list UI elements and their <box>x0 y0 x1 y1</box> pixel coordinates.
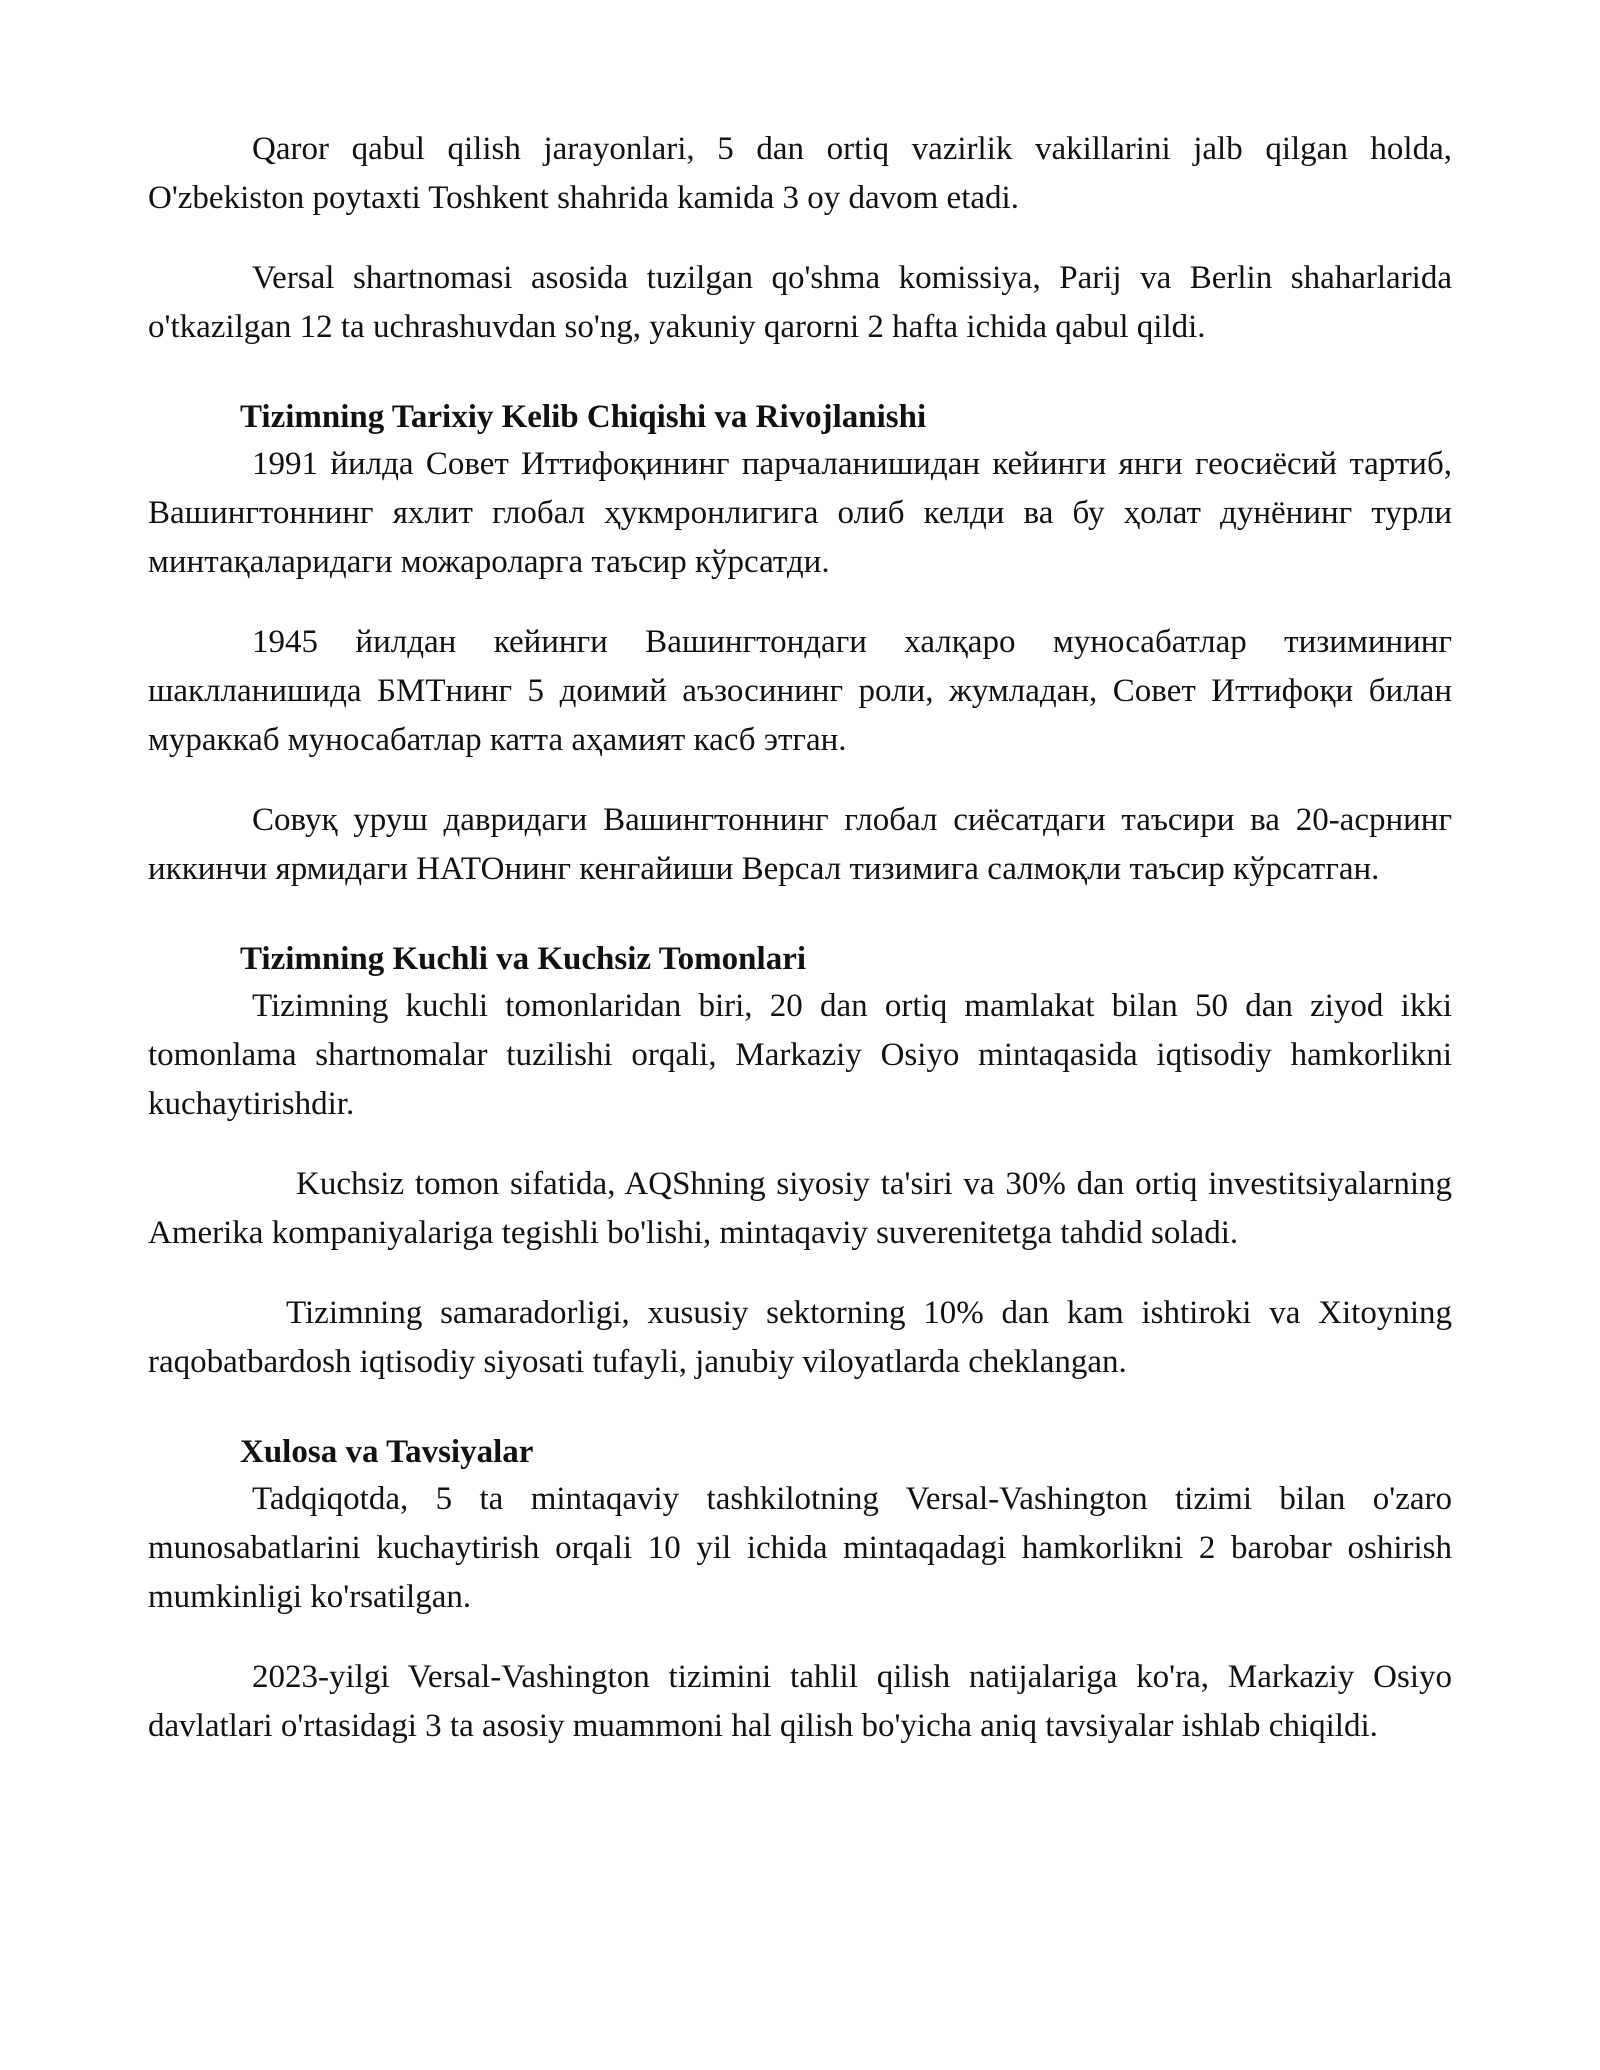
paragraph-strengths: Tizimning kuchli tomonlaridan biri, 20 dan ortiq mamlakat bilan 50 dan ziyod ikki tomonlama shartnomalar tuzilishi orqali, Markaziy Osiyo mintaqasida iqtisodiy hamkorlikni kuchaytirishdir. <box>148 988 1452 1122</box>
paragraph-versailles-commission: Versal shartnomasi asosida tuzilgan qo'shma komissiya, Parij va Berlin shaharlarida o'tkazilgan 12 ta uchrashuvdan so'ng, yakuniy qarorni 2 hafta ichida qabul qildi. <box>148 260 1452 345</box>
section-history <box>148 394 1452 894</box>
paragraph-efficiency: Tizimning samaradorligi, xususiy sektorning 10% dan kam ishtiroki va Xitoyning raqobatbardosh iqtisodiy siyosati tufayli, janubiy viloyatlarda cheklangan. <box>148 1295 1452 1380</box>
paragraph-weaknesses: Kuchsiz tomon sifatida, AQShning siyosiy ta'siri va 30% dan ortiq investitsiyalarning Amerika kompaniyalariga tegishli bo'lishi, mintaqaviy suverenitetga tahdid soladi. <box>148 1166 1452 1251</box>
paragraph-2023-analysis: 2023-yilgi Versal-Vashington tizimini tahlil qilish natijalariga ko'ra, Markaziy Osiyo davlatlari o'rtasidagi 3 ta asosiy muammoni hal qilish bo'yicha aniq tavsiyalar ishlab chiqildi. <box>148 1659 1452 1744</box>
section-heading-strengths: Tizimning Kuchli va Kuchsiz Tomonlari <box>240 941 807 977</box>
section-heading-history: Tizimning Tarixiy Kelib Chiqishi va Rivojlanishi <box>240 399 927 435</box>
paragraph-research: Tadqiqotda, 5 ta mintaqaviy tashkilotning Versal-Vashington tizimi bilan o'zaro munosabatlarini kuchaytirish orqali 10 yil ichida mintaqadagi hamkorlikni 2 barobar oshirish mumkinligi ko'rsatilgan. <box>148 1481 1452 1615</box>
paragraph-decision-process: Qaror qabul qilish jarayonlari, 5 dan ortiq vazirlik vakillarini jalb qilgan holda, O'zbekiston poytaxti Toshkent shahrida kamida 3 oy davom etadi. <box>148 131 1452 216</box>
paragraph-cold-war: Совуқ уруш давридаги Вашингтоннинг глобал сиёсатдаги таъсири ва 20-асрнинг иккинчи ярмидаги НАТОнинг кенгайиши Версал тизимига салмоқли таъсир кўрсатган. <box>148 802 1452 887</box>
paragraph-1945: 1945 йилдан кейинги Вашингтондаги халқаро муносабатлар тизимининг шаклланишида БМТнинг 5 доимий аъзосининг роли, жумладан, Совет Иттифоқи билан мураккаб муносабатлар катта аҳамият касб этган. <box>148 624 1452 758</box>
document-page <box>148 125 1452 1751</box>
section-conclusion <box>148 1429 1452 1751</box>
section-heading-conclusion: Xulosa va Tavsiyalar <box>240 1434 534 1470</box>
section-strengths-weaknesses <box>148 936 1452 1387</box>
paragraph-1991: 1991 йилда Совет Иттифоқининг парчаланишидан кейинги янги геосиёсий тартиб, Вашингтоннинг яхлит глобал ҳукмронлигига олиб келди ва бу ҳолат дунёнинг турли минтақаларидаги можароларга таъсир кўрсатди. <box>148 446 1452 580</box>
